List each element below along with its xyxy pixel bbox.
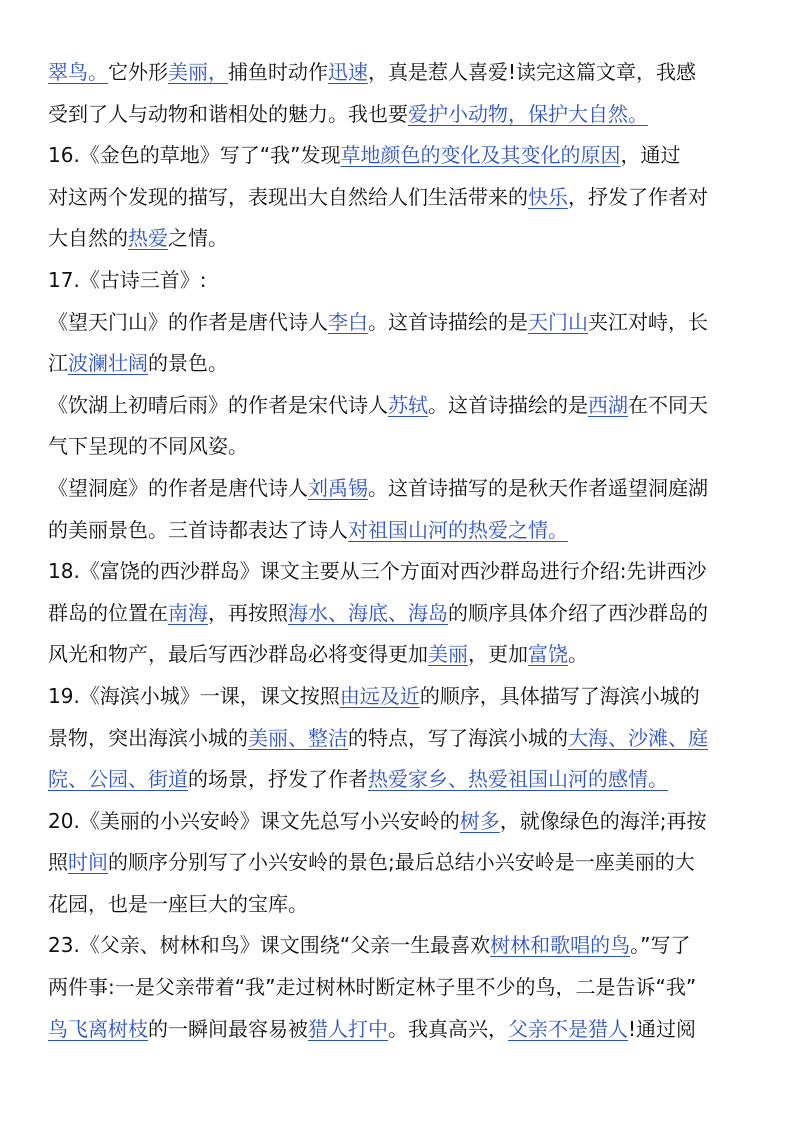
answer-highlight: 草地颜色的变化及其变化的原因 — [340, 143, 621, 168]
text-segment: 的顺序具体介绍了西沙群岛的 — [448, 600, 708, 625]
answer-highlight: 鸟飞离树枝 — [48, 1016, 148, 1041]
text-segment: 捕鱼时动作 — [228, 60, 328, 84]
text-segment: 的美丽景色。三首诗都表达了诗人 — [48, 517, 348, 542]
answer-highlight: 时间 — [68, 850, 108, 875]
text-segment: ，抒发了作者对 — [568, 184, 708, 209]
answer-highlight: 由远及近 — [339, 683, 420, 708]
text-segment: 。 — [568, 642, 588, 667]
answer-highlight: 猎人打中 — [308, 1016, 388, 1041]
answer-highlight: 波澜壮阔 — [68, 351, 148, 376]
text-line — [48, 302, 753, 344]
answer-highlight: 李白 — [328, 309, 368, 334]
text-line — [48, 634, 753, 676]
answer-highlight: 快乐 — [528, 184, 568, 209]
text-line — [48, 593, 753, 635]
text-segment: 。我真高兴， — [388, 1016, 508, 1041]
text-line — [48, 260, 753, 302]
answer-highlight: 美丽 — [428, 642, 468, 667]
answer-highlight: 苏轼 — [388, 392, 428, 417]
answer-highlight: 大海、沙滩、庭 — [568, 725, 708, 750]
text-segment: 。这首诗描绘的是 — [368, 309, 528, 334]
text-segment: 大自然的 — [48, 226, 128, 251]
text-segment: 受到了人与动物和谐相处的魅力。我也要 — [48, 101, 408, 126]
text-segment: 的景色。 — [148, 351, 228, 376]
text-segment: !通过阅 — [628, 1016, 697, 1041]
text-segment: 花园，也是一座巨大的宝库。 — [48, 891, 308, 916]
text-line — [48, 1009, 753, 1051]
text-segment: 18.《富饶的西沙群岛》课文主要从三个方面对西沙群岛进行介绍:先讲西沙 — [48, 559, 707, 584]
answer-highlight: 海水、海底、海岛 — [288, 600, 448, 625]
text-line — [48, 94, 753, 136]
text-line — [48, 967, 753, 1009]
text-segment: 《望洞庭》的作者是唐代诗人 — [48, 475, 308, 500]
text-segment: ，就像绿色的海洋;再按 — [499, 808, 707, 833]
text-segment: 的一瞬间最容易被 — [148, 1016, 308, 1041]
answer-highlight: 西湖 — [588, 392, 628, 417]
text-segment: 两件事:一是父亲带着“我”走过树林时断定林子里不少的鸟，二是告诉“我” — [48, 975, 697, 1000]
text-segment: 对这两个发现的描写，表现出大自然给人们生活带来的 — [48, 184, 528, 209]
text-segment: 。这首诗描写的是秋天作者遥望洞庭湖 — [368, 475, 708, 500]
answer-highlight: 爱护小动物，保护大自然。 — [408, 101, 648, 126]
text-line — [48, 385, 753, 427]
text-line — [48, 426, 753, 468]
text-segment: 17.《古诗三首》: — [48, 267, 207, 292]
answer-highlight: 院、公园、街道 — [48, 767, 188, 792]
text-segment: ，再按照 — [208, 600, 288, 625]
text-segment: 江 — [48, 351, 68, 376]
text-segment: 照 — [48, 850, 68, 875]
answer-highlight: 南海 — [168, 600, 208, 625]
text-segment: 的顺序分别写了小兴安岭的景色;最后总结小兴安岭是一座美丽的大 — [108, 850, 695, 875]
text-segment: 它外形 — [108, 60, 168, 84]
text-line — [48, 135, 753, 177]
text-segment: 的顺序，具体描写了海滨小城的 — [419, 683, 700, 708]
text-line — [48, 718, 753, 760]
text-segment: 气下呈现的不同风姿。 — [48, 434, 248, 459]
text-line — [48, 884, 753, 926]
text-line — [48, 343, 753, 385]
text-segment: 之情。 — [168, 226, 228, 251]
text-segment: 。”写了 — [630, 933, 691, 958]
text-line — [48, 52, 753, 94]
answer-highlight: 天门山 — [528, 309, 588, 334]
text-segment: 16.《金色的草地》写了“我”发现 — [48, 143, 341, 168]
text-segment: ，更加 — [468, 642, 528, 667]
answer-highlight: 树林和歌唱的鸟 — [490, 933, 631, 958]
text-line — [48, 842, 753, 884]
answer-highlight: 热爱家乡、热爱祖国山河的感情。 — [368, 767, 668, 792]
text-line — [48, 925, 753, 967]
text-segment: 。这首诗描绘的是 — [428, 392, 588, 417]
answer-highlight: 树多 — [459, 808, 500, 833]
text-line — [48, 551, 753, 593]
text-segment: 的特点，写了海滨小城的 — [348, 725, 568, 750]
document-body — [48, 52, 753, 1050]
answer-highlight: 对祖国山河的热爱之情。 — [348, 517, 568, 542]
text-segment: ，通过 — [620, 143, 681, 168]
text-segment: 夹江对峙，长 — [588, 309, 708, 334]
text-segment: 《望天门山》的作者是唐代诗人 — [48, 309, 328, 334]
answer-highlight: 翠鸟。 — [48, 60, 108, 84]
text-line — [48, 468, 753, 510]
text-segment: 在不同天 — [628, 392, 708, 417]
answer-highlight: 美丽， — [168, 60, 228, 84]
text-line — [48, 218, 753, 260]
text-segment: 景物，突出海滨小城的 — [48, 725, 248, 750]
text-line — [48, 676, 753, 718]
text-segment: 《饮湖上初晴后雨》的作者是宋代诗人 — [48, 392, 388, 417]
text-segment: 20.《美丽的小兴安岭》课文先总写小兴安岭的 — [48, 808, 460, 833]
answer-highlight: 美丽、整洁 — [248, 725, 348, 750]
answer-highlight: 热爱 — [128, 226, 168, 251]
text-segment: ，真是惹人喜爱!读完这篇文章，我感 — [368, 60, 697, 84]
text-line — [48, 801, 753, 843]
text-segment: 风光和物产，最后写西沙群岛必将变得更加 — [48, 642, 428, 667]
answer-highlight: 刘禹锡 — [308, 475, 368, 500]
answer-highlight: 迅速 — [328, 60, 368, 84]
text-segment: 19.《海滨小城》一课，课文按照 — [48, 683, 340, 708]
text-segment: 群岛的位置在 — [48, 600, 168, 625]
text-line — [48, 759, 753, 801]
answer-highlight: 富饶 — [528, 642, 568, 667]
text-segment: 23.《父亲、树林和鸟》课文围绕“父亲一生最喜欢 — [48, 933, 491, 958]
text-segment: 的场景，抒发了作者 — [188, 767, 368, 792]
text-line — [48, 510, 753, 552]
answer-highlight: 父亲不是猎人 — [508, 1016, 628, 1041]
text-line — [48, 177, 753, 219]
